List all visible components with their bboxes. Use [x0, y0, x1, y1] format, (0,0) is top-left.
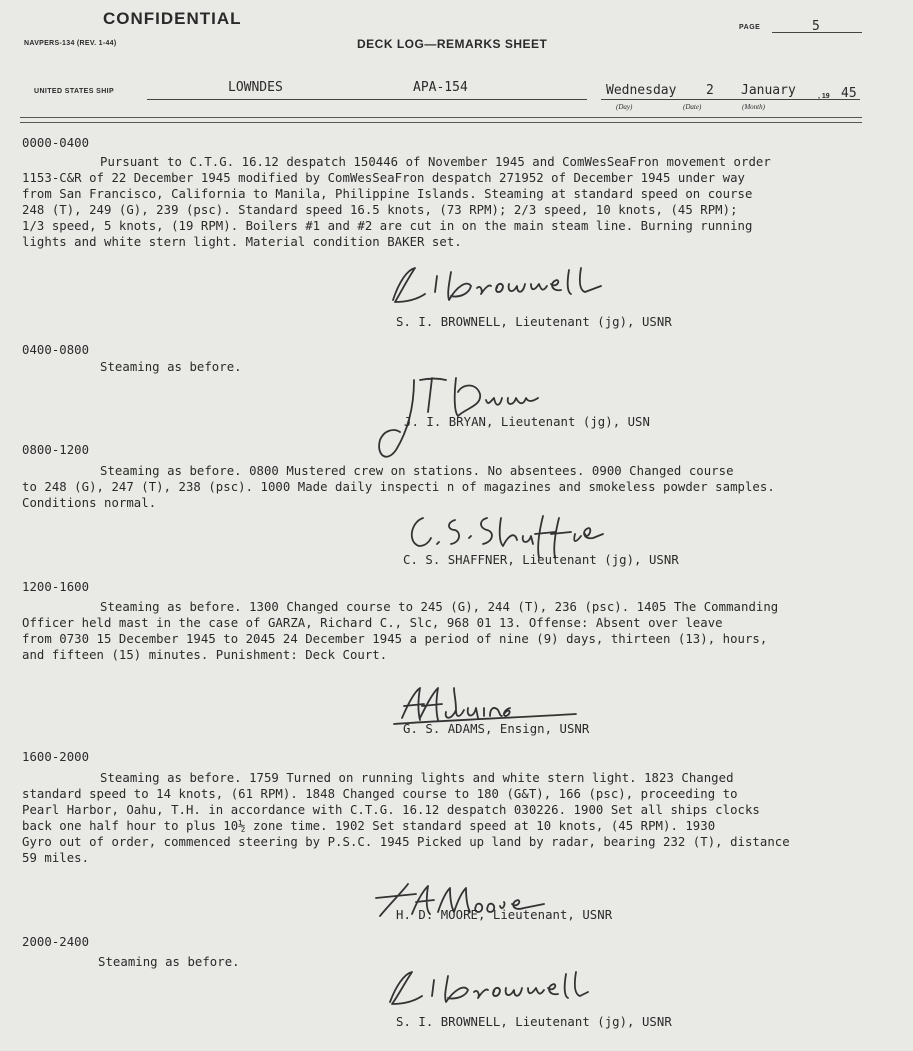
- date-value: 2: [706, 83, 714, 98]
- officer-signature-block: G. S. ADAMS, Ensign, USNR: [403, 722, 590, 736]
- log-line: from San Francisco, California to Manila, Philippine Islands. Steaming at standard speed on course: [22, 187, 753, 201]
- watch-time: 1600-2000: [22, 750, 90, 764]
- signature-brownell: [385, 262, 605, 310]
- header-rule-thin: [20, 122, 862, 123]
- year-value: 45: [841, 86, 857, 101]
- log-line: Conditions normal.: [22, 496, 157, 510]
- log-line: Officer held mast in the case of GARZA, Richard C., Slc, 968 01 13. Offense: Absent over leave: [22, 616, 723, 630]
- confidential-stamp: CONFIDENTIAL: [103, 9, 242, 28]
- watch-time: 0400-0800: [22, 343, 90, 357]
- form-number: NAVPERS-134 (REV. 1-44): [24, 40, 117, 47]
- log-line: 1153-C&R of 22 December 1945 modified by ComWesSeaFron despatch 271952 of December 1945 under way: [22, 171, 745, 185]
- log-line: Pursuant to C.T.G. 16.12 despatch 150446 of November 1945 and ComWesSeaFron movement order: [100, 155, 771, 169]
- year-prefix: , 19: [818, 93, 830, 100]
- watch-time: 2000-2400: [22, 935, 90, 949]
- log-line: from 0730 15 December 1945 to 2045 24 December 1945 a period of nine (9) days, thirteen (13), hours,: [22, 632, 768, 646]
- caption-day: (Day): [616, 103, 633, 111]
- log-line: Steaming as before. 1300 Changed course to 245 (G), 244 (T), 236 (psc). 1405 The Commanding: [100, 600, 779, 614]
- officer-signature-block: C. S. SHAFFNER, Lieutenant (jg), USNR: [403, 553, 679, 567]
- log-line: Steaming as before. 0800 Mustered crew on stations. No absentees. 0900 Changed course: [100, 464, 734, 478]
- log-line: back one half hour to plus 10½ zone time. 1902 Set standard speed at 10 knots, (45 RPM). 1930: [22, 819, 716, 833]
- signature-brownell-2: [382, 966, 592, 1012]
- hull-number: APA-154: [413, 80, 468, 95]
- sheet-title: DECK LOG—REMARKS SHEET: [357, 37, 548, 51]
- page-number: 5: [812, 19, 820, 34]
- log-line: to 248 (G), 247 (T), 238 (psc). 1000 Made daily inspecti n of magazines and smokeless powder samples.: [22, 480, 775, 494]
- month-value: January: [741, 83, 796, 98]
- log-line: Steaming as before. 1759 Turned on running lights and white stern light. 1823 Changed: [100, 771, 734, 785]
- log-line: Steaming as before.: [100, 360, 242, 374]
- log-line: 59 miles.: [22, 851, 90, 865]
- caption-date: (Date): [683, 103, 702, 111]
- officer-signature-block: S. I. BROWNELL, Lieutenant (jg), USNR: [396, 1015, 672, 1029]
- page-label: PAGE: [739, 24, 761, 31]
- signature-adams: [390, 680, 590, 728]
- ship-name-line: [147, 99, 587, 100]
- log-line: and fifteen (15) minutes. Punishment: Deck Court.: [22, 648, 388, 662]
- watch-time: 0800-1200: [22, 443, 90, 457]
- log-line: standard speed to 14 knots, (61 RPM). 1848 Changed course to 180 (G&T), 166 (psc), proceeding to: [22, 787, 738, 801]
- log-line: lights and white stern light. Material condition BAKER set.: [22, 235, 462, 249]
- watch-time: 1200-1600: [22, 580, 90, 594]
- log-line: 1/3 speed, 5 knots, (19 RPM). Boilers #1 and #2 are cut in on the main steam line. Burning running: [22, 219, 753, 233]
- ship-name: LOWNDES: [228, 80, 283, 95]
- log-line: Pearl Harbor, Oahu, T.H. in accordance with C.T.G. 16.12 despatch 030226. 1900 Set all ships clocks: [22, 803, 760, 817]
- officer-signature-block: S. I. BROWNELL, Lieutenant (jg), USNR: [396, 315, 672, 329]
- log-line: 248 (T), 249 (G), 239 (psc). Standard speed 16.5 knots, (73 RPM); 2/3 speed, 10 knots, (45 RPM);: [22, 203, 738, 217]
- header-rule: [20, 117, 862, 118]
- day-value: Wednesday: [606, 83, 677, 98]
- watch-time: 0000-0400: [22, 136, 90, 150]
- caption-month: (Month): [742, 103, 765, 111]
- log-line: Steaming as before.: [98, 955, 240, 969]
- officer-signature-block: H. D. MOORE, Lieutenant, USNR: [396, 908, 613, 922]
- log-line: Gyro out of order, commenced steering by P.S.C. 1945 Picked up land by radar, bearing 232 (T), distance: [22, 835, 790, 849]
- ship-label: UNITED STATES SHIP: [34, 88, 115, 95]
- officer-signature-block: J. I. BRYAN, Lieutenant (jg), USN: [404, 415, 650, 429]
